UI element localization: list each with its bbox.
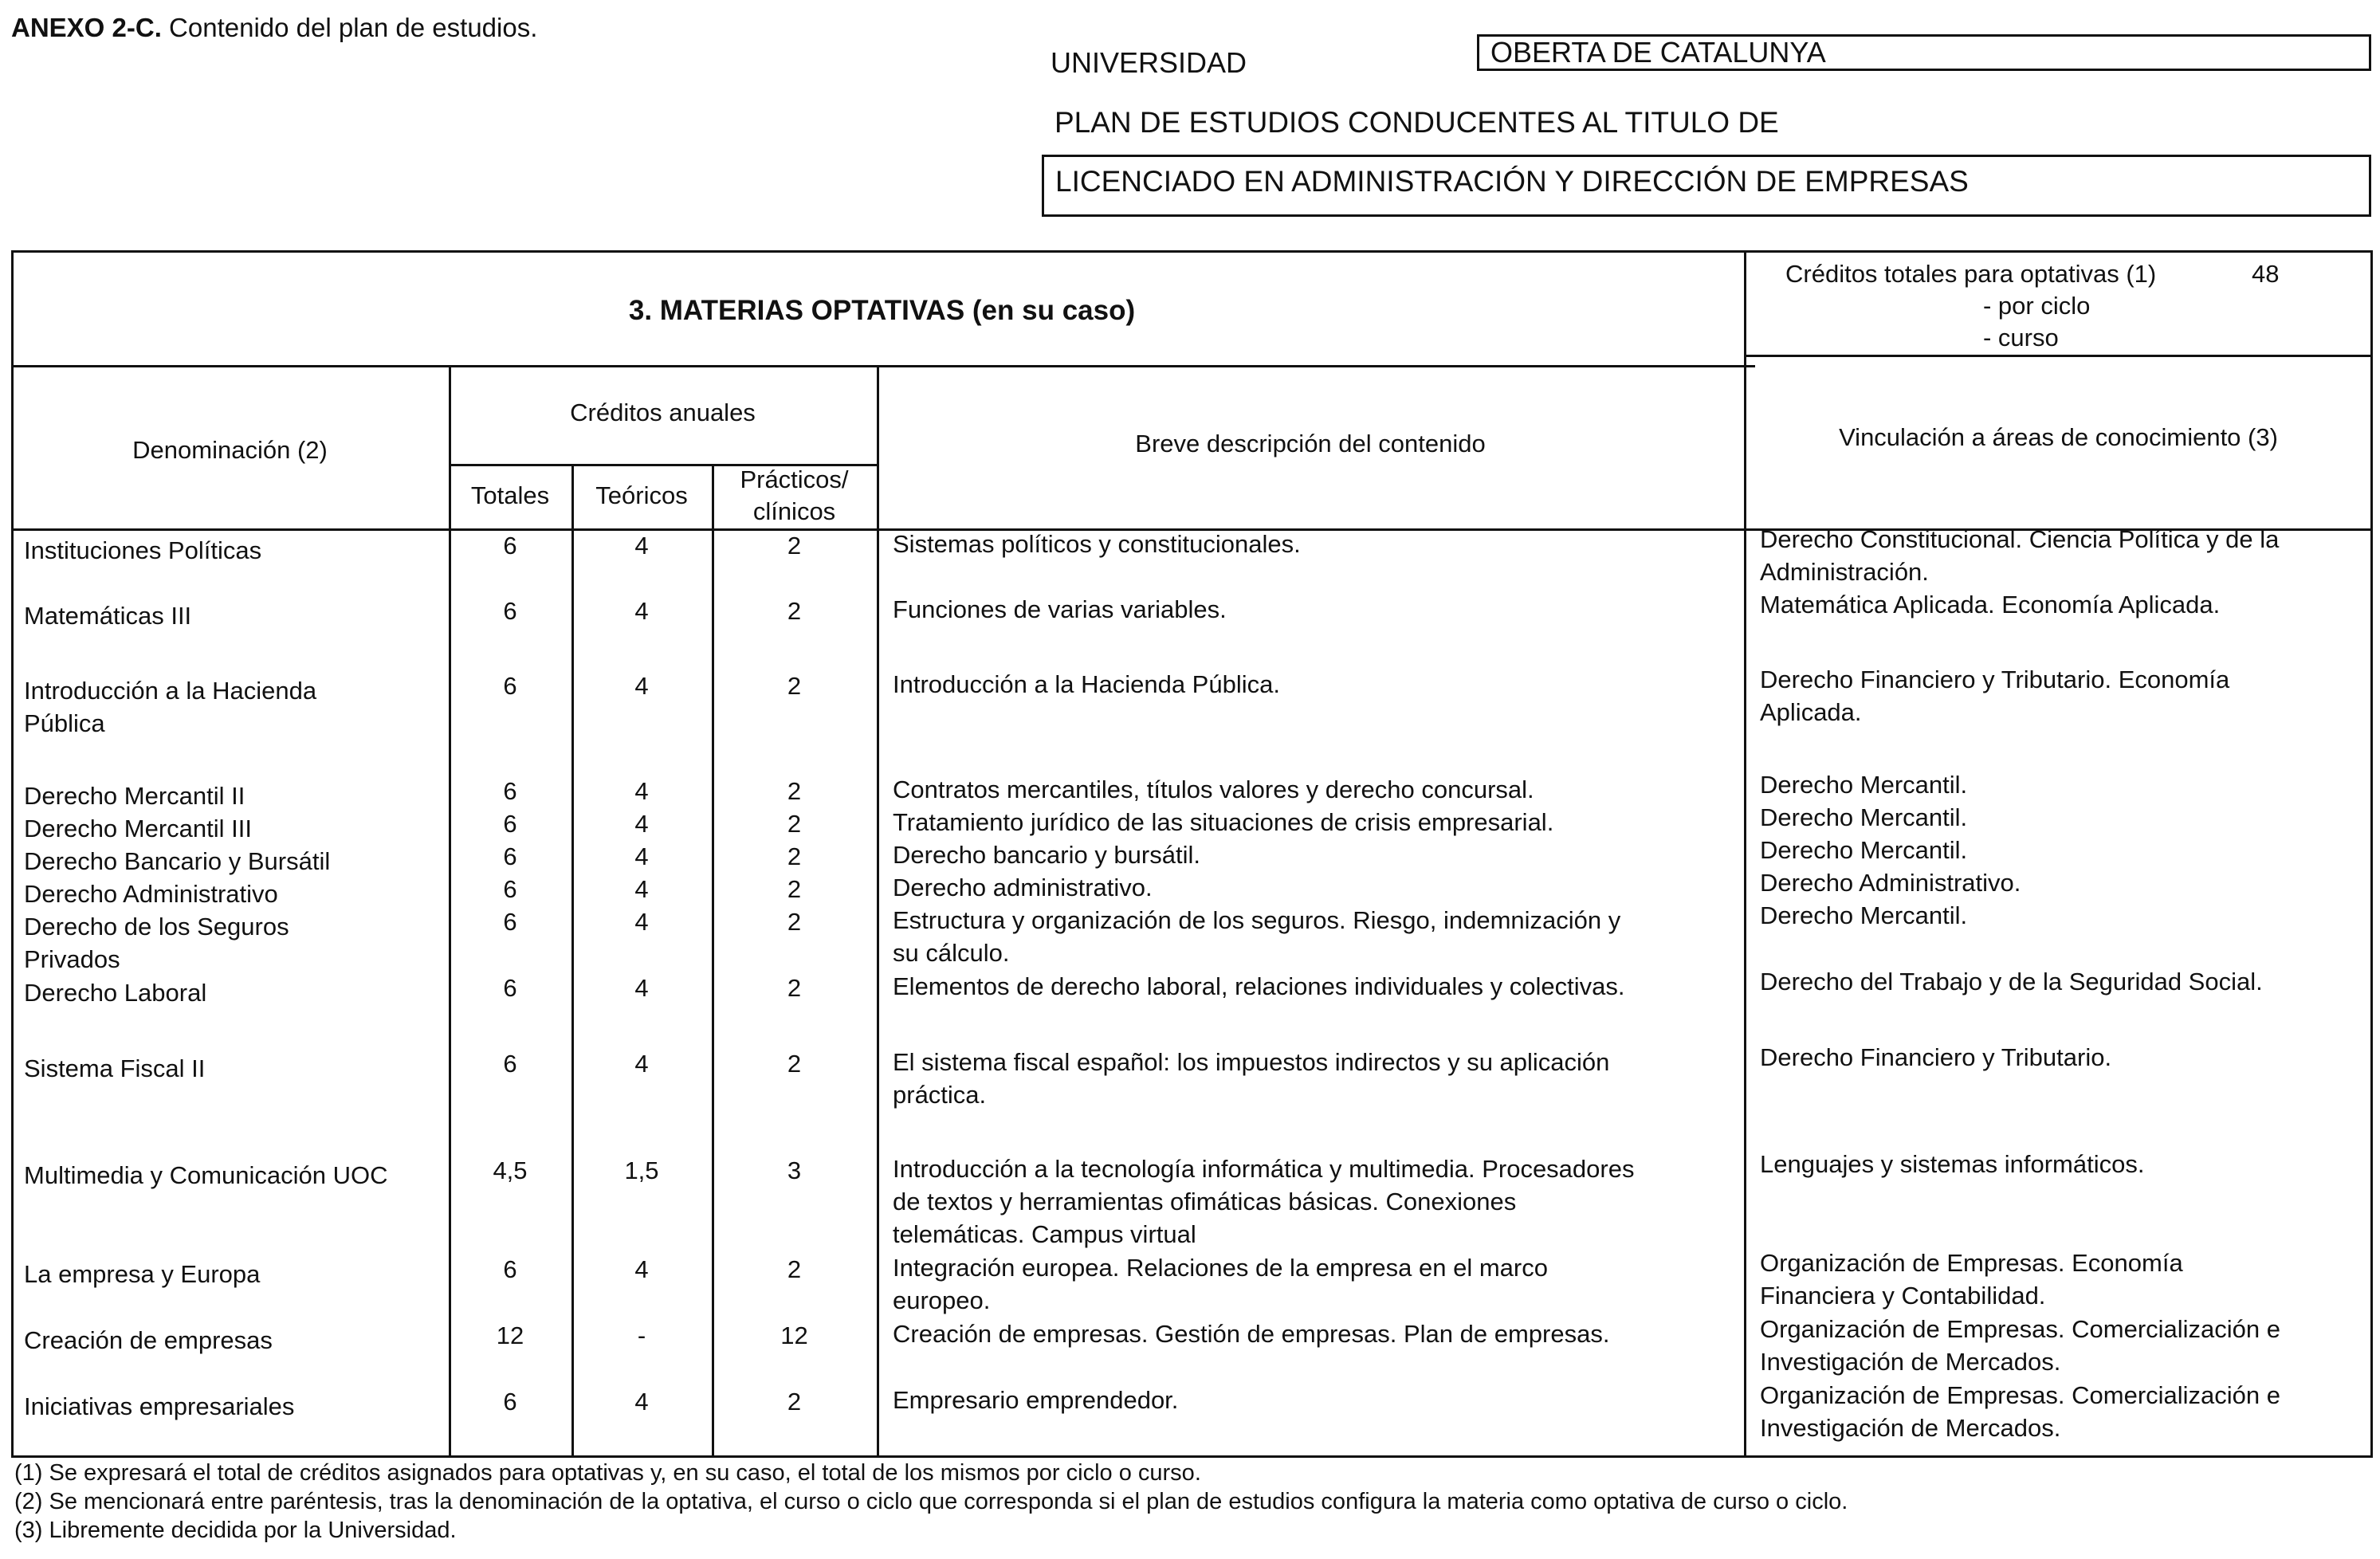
optional-credits-label: Créditos totales para optativas (1) [1785, 260, 2157, 288]
practical-credits: 2 [787, 672, 802, 700]
col-header-practical-line1: Prácticos/ [740, 465, 849, 493]
col-header-theory: Teóricos [595, 481, 688, 509]
name-line: Pública [24, 709, 105, 737]
description-line: de textos y herramientas ofimáticas básicas. Conexiones [893, 1188, 1517, 1215]
areas-line: Derecho Administrativo. [1760, 869, 2021, 897]
description-line: europeo. [893, 1286, 991, 1314]
practical-credits: 2 [787, 842, 802, 870]
name-line: Derecho Mercantil II [24, 782, 245, 810]
areas-line: Derecho del Trabajo y de la Seguridad Social. [1760, 968, 2263, 995]
plan-label: PLAN DE ESTUDIOS CONDUCENTES AL TITULO DE [1055, 106, 1779, 139]
col-header-practical-line2: clínicos [752, 497, 836, 525]
theory-credits: 4 [634, 597, 649, 625]
practical-credits: 2 [787, 532, 802, 560]
areas-line: Financiera y Contabilidad. [1760, 1282, 2046, 1310]
description-line: Derecho administrativo. [893, 874, 1153, 901]
totals-credits: 6 [503, 1388, 517, 1416]
theory-credits: 4 [634, 1255, 649, 1283]
description-line: Elementos de derecho laboral, relaciones individuales y colectivas. [893, 972, 1625, 1000]
divider [11, 365, 1755, 367]
description-line: telemáticas. Campus virtual [893, 1220, 1196, 1248]
name-line: Matemáticas III [24, 602, 192, 630]
col-header-totals: Totales [470, 481, 550, 509]
totals-credits: 6 [503, 597, 517, 625]
optional-credits-total: 48 [2252, 260, 2280, 288]
practical-credits: 3 [787, 1156, 802, 1184]
description-line: Sistemas políticos y constitucionales. [893, 530, 1301, 558]
areas-line: Administración. [1760, 558, 1929, 586]
section-title: 3. MATERIAS OPTATIVAS (en su caso) [628, 295, 1136, 326]
areas-line: Derecho Mercantil. [1760, 901, 1968, 929]
practical-credits: 2 [787, 974, 802, 1002]
name-line: Introducción a la Hacienda [24, 677, 317, 705]
theory-credits: 4 [634, 532, 649, 560]
col-header-areas: Vinculación a áreas de conocimiento (3) [1839, 423, 2278, 451]
practical-credits: 2 [787, 1388, 802, 1416]
practical-credits: 2 [787, 597, 802, 625]
areas-line: Investigación de Mercados. [1760, 1348, 2061, 1376]
description-line: Integración europea. Relaciones de la empresa en el marco [893, 1254, 1548, 1282]
col-header-description: Breve descripción del contenido [1135, 430, 1486, 457]
totals-credits: 6 [503, 1050, 517, 1078]
per-cycle-label: - por ciclo [1983, 292, 2091, 320]
areas-line: Derecho Mercantil. [1760, 836, 1968, 864]
description-line: El sistema fiscal español: los impuestos indirectos y su aplicación [893, 1048, 1610, 1076]
name-line: Derecho Bancario y Bursátil [24, 847, 331, 875]
description-line: Creación de empresas. Gestión de empresas. Plan de empresas. [893, 1320, 1610, 1348]
divider [1744, 355, 2373, 357]
totals-credits: 6 [503, 842, 517, 870]
practical-credits: 2 [787, 1255, 802, 1283]
annex-heading [11, 13, 537, 43]
areas-line: Investigación de Mercados. [1760, 1414, 2061, 1442]
practical-credits: 2 [787, 777, 802, 805]
areas-line: Derecho Financiero y Tributario. Economía [1760, 666, 2230, 693]
areas-line: Aplicada. [1760, 698, 1862, 726]
theory-credits: 4 [634, 908, 649, 936]
practical-credits: 2 [787, 875, 802, 903]
col-header-annual-credits: Créditos anuales [570, 399, 756, 426]
totals-credits: 6 [503, 810, 517, 838]
theory-credits: - [637, 1321, 646, 1349]
totals-credits: 6 [503, 974, 517, 1002]
university-name-box: OBERTA DE CATALUNYA [1477, 34, 2371, 71]
totals-credits: 6 [503, 777, 517, 805]
totals-credits: 6 [503, 1255, 517, 1283]
name-line: Derecho Mercantil III [24, 815, 252, 842]
totals-credits: 6 [503, 875, 517, 903]
degree-title-box: LICENCIADO EN ADMINISTRACIÓN Y DIRECCIÓN DE EMPRESAS [1042, 155, 2371, 217]
theory-credits: 4 [634, 810, 649, 838]
optional-credits-block [1785, 258, 2280, 354]
description-line: Introducción a la Hacienda Pública. [893, 670, 1280, 698]
totals-credits: 12 [496, 1321, 524, 1349]
annex-number: ANEXO 2-C. [11, 13, 162, 42]
areas-line: Organización de Empresas. Economía [1760, 1249, 2183, 1277]
name-line: Derecho Laboral [24, 979, 207, 1007]
areas-line: Derecho Financiero y Tributario. [1760, 1043, 2112, 1071]
totals-credits: 6 [503, 532, 517, 560]
theory-credits: 4 [634, 1050, 649, 1078]
description-line: su cálculo. [893, 939, 1010, 967]
university-label: UNIVERSIDAD [1051, 46, 1247, 79]
name-line: Multimedia y Comunicación UOC [24, 1161, 388, 1189]
practical-credits: 2 [787, 1050, 802, 1078]
description-line: Introducción a la tecnología informática y multimedia. Procesadores [893, 1155, 1635, 1183]
areas-line: Organización de Empresas. Comercialización e [1760, 1315, 2281, 1343]
name-line: Sistema Fiscal II [24, 1054, 206, 1082]
theory-credits: 4 [634, 777, 649, 805]
footnote-2: (2) Se mencionará entre paréntesis, tras la denominación de la optativa, el curso o ciclo que corresponda si el plan de estudios configura la materia como optativa de curso o ciclo. [14, 1489, 1848, 1514]
description-line: Derecho bancario y bursátil. [893, 841, 1200, 869]
practical-credits: 2 [787, 810, 802, 838]
description-line: Contratos mercantiles, títulos valores y derecho concursal. [893, 776, 1534, 803]
areas-line: Lenguajes y sistemas informáticos. [1760, 1150, 2145, 1178]
name-line: Iniciativas empresariales [24, 1392, 295, 1420]
name-line: Instituciones Políticas [24, 536, 262, 564]
theory-credits: 1,5 [624, 1156, 659, 1184]
name-line: Derecho de los Seguros [24, 913, 289, 941]
theory-credits: 4 [634, 842, 649, 870]
annex-title: Contenido del plan de estudios. [169, 13, 538, 42]
theory-credits: 4 [634, 974, 649, 1002]
name-line: Privados [24, 945, 120, 973]
name-line: Creación de empresas [24, 1326, 273, 1354]
footnote-1: (1) Se expresará el total de créditos asignados para optativas y, en su caso, el total de los mismos por ciclo o curso. [14, 1460, 1201, 1486]
footnote-3: (3) Libremente decidida por la Universidad. [14, 1518, 457, 1543]
areas-line: Derecho Mercantil. [1760, 803, 1968, 831]
totals-credits: 6 [503, 908, 517, 936]
areas-line: Matemática Aplicada. Economía Aplicada. [1760, 591, 2221, 618]
description-line: Funciones de varias variables. [893, 595, 1227, 623]
theory-credits: 4 [634, 1388, 649, 1416]
col-header-name: Denominación (2) [132, 436, 328, 464]
name-line: La empresa y Europa [24, 1260, 261, 1288]
col-header-practical [712, 464, 877, 528]
description-line: Estructura y organización de los seguros. Riesgo, indemnización y [893, 906, 1621, 934]
areas-line: Derecho Mercantil. [1760, 771, 1968, 799]
totals-credits: 4,5 [493, 1156, 528, 1184]
name-line: Derecho Administrativo [24, 880, 278, 908]
per-course-label: - curso [1983, 324, 2059, 351]
practical-credits: 2 [787, 908, 802, 936]
totals-credits: 6 [503, 672, 517, 700]
description-line: práctica. [893, 1081, 987, 1109]
areas-line: Organización de Empresas. Comercialización e [1760, 1381, 2281, 1409]
practical-credits: 12 [780, 1321, 808, 1349]
description-line: Empresario emprendedor. [893, 1386, 1179, 1414]
areas-line: Derecho Constitucional. Ciencia Política y de la [1760, 525, 2280, 553]
theory-credits: 4 [634, 875, 649, 903]
theory-credits: 4 [634, 672, 649, 700]
description-line: Tratamiento jurídico de las situaciones de crisis empresarial. [893, 808, 1554, 836]
